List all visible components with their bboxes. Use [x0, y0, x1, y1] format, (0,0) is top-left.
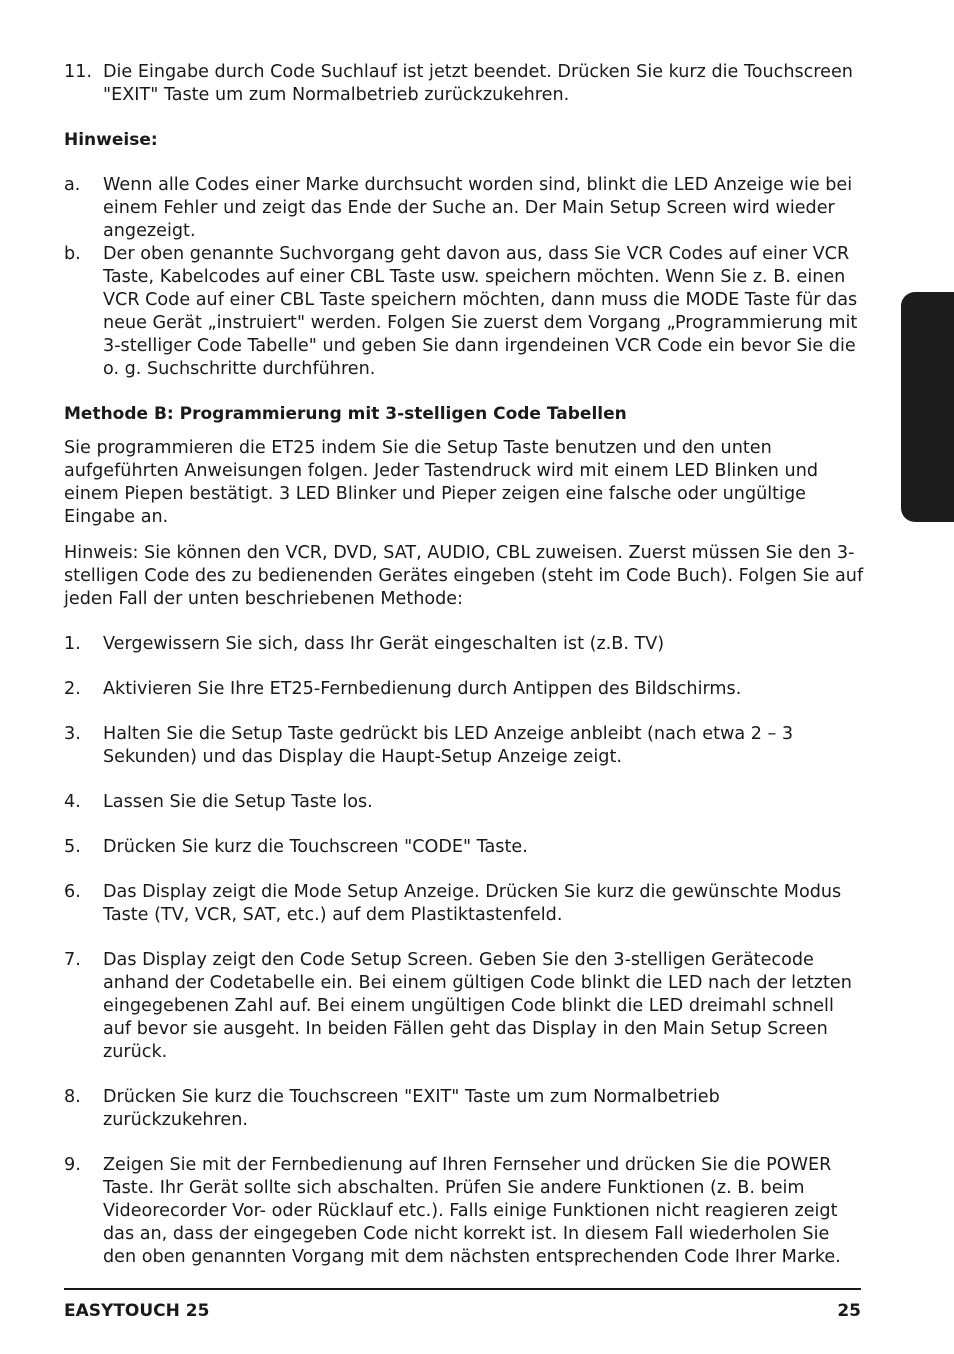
item-text: Lassen Sie die Setup Taste los.	[103, 792, 373, 812]
item-number: 3.	[64, 724, 81, 744]
item-text: Aktivieren Sie Ihre ET25-Fernbedienung durch Antippen des Bildschirms.	[103, 679, 742, 699]
item-text: Vergewissern Sie sich, dass Ihr Gerät eingeschalten ist (z.B. TV)	[103, 634, 665, 654]
item-number: 4.	[64, 792, 81, 812]
item-text: Die Eingabe durch Code Suchlauf ist jetzt beendet. Drücken Sie kurz die Touchscreen "EXIT" Taste um zum Normalbetrieb zurückzukehren.	[103, 62, 853, 105]
step-item	[64, 836, 864, 859]
step-item	[64, 678, 864, 701]
item-text: Drücken Sie kurz die Touchscreen "CODE" Taste.	[103, 837, 528, 857]
footer-divider	[64, 1288, 861, 1290]
section-heading: Methode B: Programmierung mit 3-stelligen Code Tabellen	[64, 404, 627, 424]
item-number: a.	[64, 175, 81, 195]
step-item	[64, 949, 864, 1064]
hint-paragraph: Hinweis: Sie können den VCR, DVD, SAT, AUDIO, CBL zuweisen. Zuerst müssen Sie den 3-stelligen Code des zu bedienenden Gerätes eingeben (steht im Code Buch). Folgen Sie auf jeden Fall der unten beschriebenen Methode:	[64, 543, 864, 609]
item-number: 7.	[64, 950, 81, 970]
intro-paragraph: Sie programmieren die ET25 indem Sie die Setup Taste benutzen und den unten aufgeführten Anweisungen folgen. Jeder Tastendruck wird mit einem LED Blinken und einem Piepen bestätigt. 3 LED Blinker und Pieper zeigen eine falsche oder ungültige Eingabe an.	[64, 438, 819, 527]
item-number: b.	[64, 244, 81, 264]
section-tab-marker	[901, 292, 954, 522]
item-number: 9.	[64, 1155, 81, 1175]
item-text: Der oben genannte Suchvorgang geht davon aus, dass Sie VCR Codes auf einer VCR Taste, Kabelcodes auf einer CBL Taste usw. speichern möchten. Wenn Sie z. B. einen VCR Code auf einer CBL Taste speichern möchten, dann muss die MODE Taste für das neue Gerät „instruiert" werden. Folgen Sie zuerst dem Vorgang „Programmierung mit 3-stelliger Code Tabelle" und geben Sie dann irgendeinen VCR Code ein bevor Sie die o. g. Suchschritte durchführen.	[103, 244, 858, 379]
step-item	[64, 791, 864, 814]
list-item	[64, 61, 864, 107]
step-item	[64, 1086, 864, 1132]
note-item-b	[64, 243, 864, 381]
item-number: 2.	[64, 679, 81, 699]
item-text: Das Display zeigt die Mode Setup Anzeige. Drücken Sie kurz die gewünschte Modus Taste (TV, VCR, SAT, etc.) auf dem Plastiktastenfeld.	[103, 882, 842, 925]
item-text: Das Display zeigt den Code Setup Screen. Geben Sie den 3-stelligen Gerätecode anhand der Codetabelle ein. Bei einem gültigen Code blinkt die LED nach der letzten eingegebenen Zahl auf. Bei einem ungültigen Code blinkt die LED dreimahl schnell auf bevor sie ausgeht. In beiden Fällen geht das Display in den Main Setup Screen zurück.	[103, 950, 852, 1062]
step-item	[64, 723, 864, 769]
notes-heading: Hinweise:	[64, 130, 158, 150]
item-number: 11.	[64, 62, 92, 82]
page-number: 25	[837, 1301, 861, 1321]
step-item	[64, 881, 864, 927]
item-text: Wenn alle Codes einer Marke durchsucht worden sind, blinkt die LED Anzeige wie bei einem Fehler und zeigt das Ende der Suche an. Der Main Setup Screen wird wieder angezeigt.	[103, 175, 853, 241]
item-text: Zeigen Sie mit der Fernbedienung auf Ihren Fernseher und drücken Sie die POWER Taste. Ihr Gerät sollte sich abschalten. Prüfen Sie andere Funktionen (z. B. beim Videorecorder Vor- oder Rücklauf etc.). Falls einige Funktionen nicht reagieren zeigt das an, dass der eingegeben Code nicht korrekt ist. In diesem Fall wiederholen Sie den oben genannten Vorgang mit dem nächsten entsprechenden Code Ihrer Marke.	[103, 1155, 841, 1267]
item-text: Halten Sie die Setup Taste gedrückt bis LED Anzeige anbleibt (nach etwa 2 – 3 Sekunden) und das Display die Haupt-Setup Anzeige zeigt.	[103, 724, 794, 767]
item-number: 5.	[64, 837, 81, 857]
footer-product-name: EASYTOUCH 25	[64, 1301, 210, 1321]
item-text: Drücken Sie kurz die Touchscreen "EXIT" Taste um zum Normalbetrieb zurückzukehren.	[103, 1087, 720, 1130]
step-item	[64, 1154, 864, 1269]
item-number: 1.	[64, 634, 81, 654]
item-number: 8.	[64, 1087, 81, 1107]
page-content	[64, 61, 864, 1269]
step-item	[64, 633, 864, 656]
item-number: 6.	[64, 882, 81, 902]
note-item-a	[64, 174, 864, 243]
